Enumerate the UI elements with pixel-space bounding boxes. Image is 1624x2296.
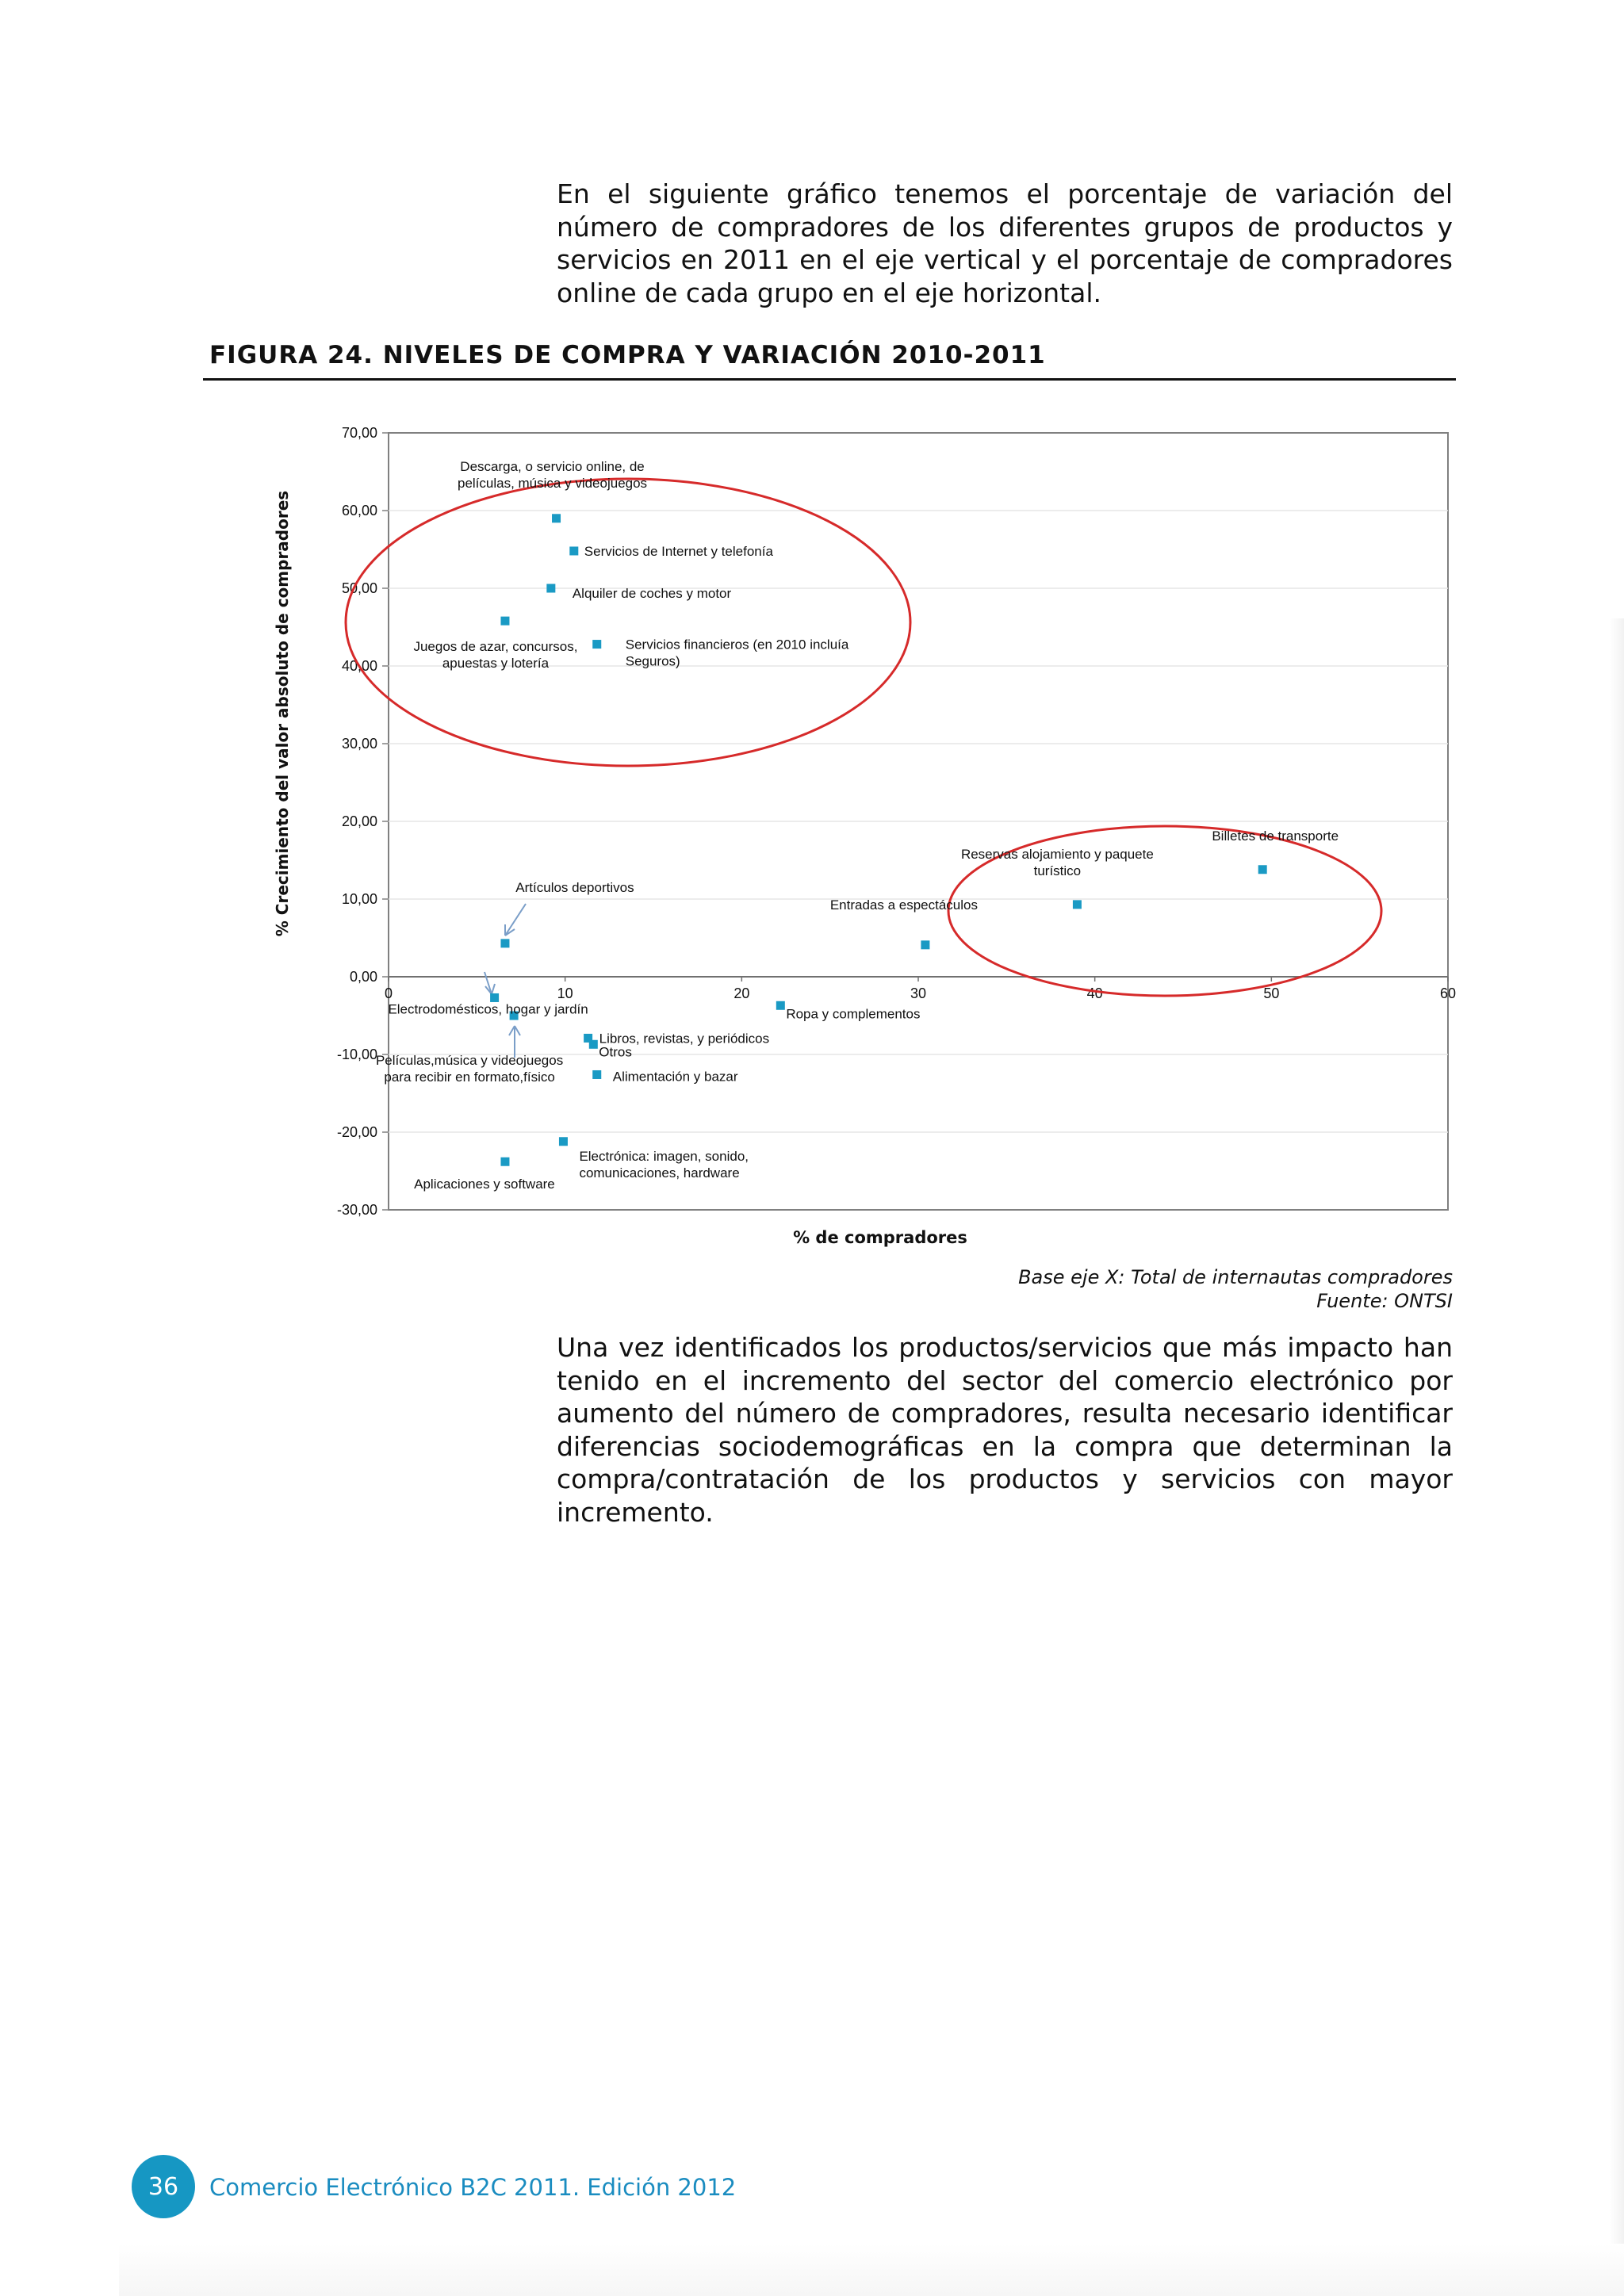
data-point-label: Aplicaciones y software [414, 1177, 555, 1192]
data-point-marker [589, 1040, 598, 1049]
y-tick-label: 40,00 [341, 658, 377, 674]
x-tick-label: 0 [384, 985, 393, 1001]
intro-paragraph: En el siguiente gráfico tenemos el porcentaje de variación del número de compradores de los diferentes grupos de productos y servicios en 2011 en el eje vertical y el porcentaje de compradores online de cada grupo en el eje horizontal. [557, 178, 1453, 308]
y-tick-label: -30,00 [336, 1202, 377, 1218]
x-tick-label: 60 [1439, 985, 1457, 1001]
data-point-label: Descarga, o servicio online, de películas, música y videojuegos [457, 458, 648, 491]
data-point-marker [569, 546, 578, 555]
y-tick-label: 70,00 [341, 425, 377, 441]
data-point-label: Ropa y complementos [786, 1006, 921, 1022]
x-axis-title: % de compradores [793, 1228, 967, 1247]
y-tick-label: 30,00 [341, 736, 377, 752]
data-point-label: Libros, revistas, y periódicos [599, 1031, 770, 1047]
data-point-marker [500, 617, 509, 626]
chart-note-source: Fuente: ONTSI [1316, 1290, 1453, 1312]
y-tick-label: -10,00 [336, 1047, 377, 1062]
data-point-marker [546, 584, 555, 593]
y-tick-label: 10,00 [341, 891, 377, 907]
y-tick-label: 20,00 [341, 813, 377, 829]
data-point-marker [559, 1137, 568, 1146]
data-point-label: Electrónica: imagen, sonido, comunicaciones, hardware [579, 1148, 749, 1181]
data-point-label: Películas,música y videojuegos para recibir en formato,físico [375, 1053, 564, 1085]
page-bottom-shadow [119, 2244, 1624, 2296]
data-point-label: Servicios financieros (en 2010 incluía Seguros) [625, 637, 849, 669]
page-number-badge: 36 [132, 2155, 195, 2218]
data-point-marker [776, 1001, 785, 1010]
data-point-marker [500, 1158, 509, 1166]
x-tick-label: 10 [557, 985, 573, 1001]
chart-notes [1018, 1265, 1453, 1313]
data-point-label: Artículos deportivos [515, 879, 634, 895]
data-point-label: Billetes de transporte [1212, 828, 1339, 844]
data-point-marker [592, 1070, 601, 1079]
data-point-label: Alquiler de coches y motor [572, 586, 732, 601]
data-point-marker [592, 640, 601, 649]
x-tick-label: 30 [910, 985, 927, 1001]
data-point-label: Electrodomésticos, hogar y jardín [388, 1001, 588, 1017]
data-point-label: Otros [599, 1044, 632, 1060]
y-tick-label: -20,00 [336, 1124, 377, 1140]
data-point-marker [1073, 900, 1082, 909]
figure-title: FIGURA 24. NIVELES DE COMPRA Y VARIACIÓN 2010-2011 [209, 341, 1046, 369]
x-tick-label: 20 [733, 985, 750, 1001]
data-point-label: Servicios de Internet y telefonía [584, 543, 773, 559]
data-point-label: Reservas alojamiento y paquete turístico [960, 846, 1154, 878]
data-point-marker [1258, 865, 1267, 874]
x-tick-label: 40 [1086, 985, 1103, 1001]
data-point-label: Alimentación y bazar [612, 1069, 738, 1085]
data-point-marker [921, 940, 929, 949]
data-point-marker [552, 514, 561, 522]
y-tick-label: 50,00 [341, 580, 377, 596]
y-tick-label: 0,00 [349, 969, 377, 985]
footer-publication-title: Comercio Electrónico B2C 2011. Edición 2012 [209, 2174, 737, 2201]
data-point-marker [500, 939, 509, 947]
data-point-label: Entradas a espectáculos [829, 897, 978, 913]
y-tick-label: 60,00 [341, 503, 377, 519]
y-axis-title: % Crecimiento del valor absoluto de compradores [273, 490, 292, 937]
chart-note-base: Base eje X: Total de internautas compradores [1018, 1266, 1453, 1288]
data-point-label: Juegos de azar, concursos, apuestas y lotería [413, 639, 578, 672]
data-point-marker [490, 993, 499, 1002]
outro-paragraph: Una vez identificados los productos/servicios que más impacto han tenido en el incremento del sector del comercio electrónico por aumento del número de compradores, resulta necesario identificar diferencias sociodemográficas en la compra que determinan la compra/contratación de los productos y servicios con mayor incremento. [557, 1332, 1453, 1528]
x-tick-label: 50 [1263, 985, 1280, 1001]
